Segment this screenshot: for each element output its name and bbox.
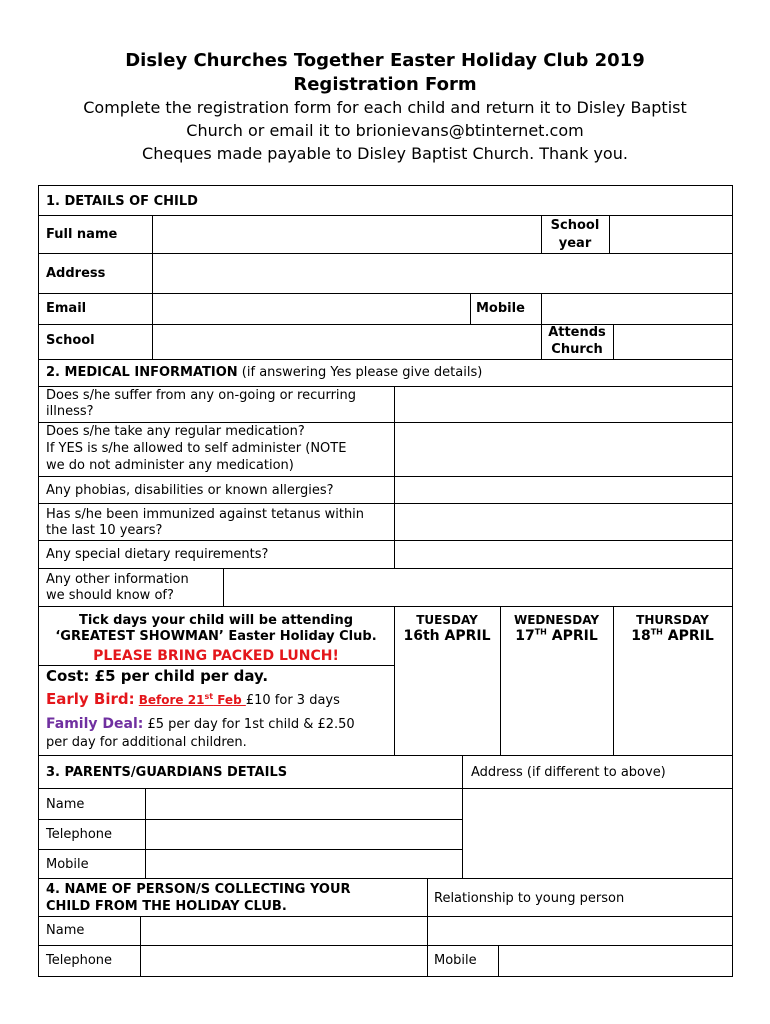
attends-church-field[interactable] xyxy=(614,325,732,359)
early-bird-price: £10 for 3 days xyxy=(245,693,340,708)
tick-days-line-2: ‘GREATEST SHOWMAN’ Easter Holiday Club. xyxy=(55,629,377,644)
attends-church-label-1: Attends xyxy=(548,325,606,340)
medical-q2-line-3: we do not administer any medication) xyxy=(46,458,294,473)
medical-q2-answer[interactable] xyxy=(395,423,732,476)
wednesday-date: 17TH APRIL xyxy=(515,627,598,644)
family-deal-text xyxy=(46,716,355,733)
medical-q4-line-1: Has s/he been immunized against tetanus within xyxy=(46,507,365,522)
parent-telephone-label: Telephone xyxy=(46,827,113,842)
tick-days-line-1: Tick days your child will be attending xyxy=(78,613,354,628)
medical-heading-text: 2. MEDICAL INFORMATION xyxy=(46,365,238,380)
relationship-field[interactable] xyxy=(428,879,732,916)
parent-address-field[interactable] xyxy=(463,789,732,878)
medical-q3: Any phobias, disabilities or known allergies? xyxy=(46,483,334,498)
tuesday-tick-box[interactable] xyxy=(395,650,500,755)
medical-q1-answer[interactable] xyxy=(395,387,732,422)
email-label: Email xyxy=(46,301,87,316)
child-mobile-label: Mobile xyxy=(476,301,525,316)
section-2-heading xyxy=(46,364,482,381)
school-field[interactable] xyxy=(153,325,541,359)
relationship-label: Relationship to young person xyxy=(434,891,625,906)
parent-mobile-label: Mobile xyxy=(46,857,89,872)
parent-mobile-field[interactable] xyxy=(146,850,462,878)
section-3-heading: 3. PARENTS/GUARDIANS DETAILS xyxy=(46,765,288,780)
thursday-date: 18TH APRIL xyxy=(631,627,714,644)
medical-q6-line-2: we should know of? xyxy=(46,588,174,603)
intro-line-1: Complete the registration form for each child and return it to Disley Baptist xyxy=(83,98,687,117)
section-4-heading-line-1: 4. NAME OF PERSON/S COLLECTING YOUR xyxy=(46,882,351,897)
parent-address-label: Address (if different to above) xyxy=(471,765,666,780)
cost-text: Cost: £5 per child per day. xyxy=(46,667,269,685)
early-bird-label: Early Bird: xyxy=(46,690,135,708)
medical-q6-answer[interactable] xyxy=(224,569,732,606)
medical-q2-line-2: If YES is s/he allowed to self administer (NOTE xyxy=(46,441,347,456)
parent-telephone-field[interactable] xyxy=(146,820,462,849)
child-mobile-field[interactable] xyxy=(542,294,732,324)
medical-q1-line-1: Does s/he suffer from any on-going or recurring xyxy=(46,388,357,403)
thursday-tick-box[interactable] xyxy=(614,650,732,755)
medical-q5-answer[interactable] xyxy=(395,541,732,568)
family-deal-price: £5 per day for 1st child & £2.50 xyxy=(143,717,355,732)
form-subtitle: Registration Form xyxy=(293,74,477,95)
tuesday-label: TUESDAY xyxy=(416,613,478,627)
address-field[interactable] xyxy=(153,254,732,293)
medical-q2-line-1: Does s/he take any regular medication? xyxy=(46,424,305,439)
wednesday-label: WEDNESDAY xyxy=(513,613,600,627)
medical-q4-answer[interactable] xyxy=(395,504,732,540)
section-4-heading-line-2: CHILD FROM THE HOLIDAY CLUB. xyxy=(46,899,287,914)
attends-church-label-2: Church xyxy=(551,342,603,357)
full-name-label: Full name xyxy=(46,227,118,242)
collector-mobile-label: Mobile xyxy=(434,953,477,968)
medical-heading-note: (if answering Yes please give details) xyxy=(241,365,483,380)
form-title: Disley Churches Together Easter Holiday Club 2019 xyxy=(125,50,645,71)
medical-q1-line-2: illness? xyxy=(46,404,94,419)
early-bird-text xyxy=(46,691,340,709)
parent-name-field[interactable] xyxy=(146,789,462,819)
collector-telephone-field[interactable] xyxy=(141,946,427,976)
full-name-field[interactable] xyxy=(153,216,540,253)
family-deal-label: Family Deal: xyxy=(46,716,144,732)
intro-line-2: Church or email it to brionievans@btinternet.com xyxy=(186,121,584,140)
wednesday-tick-box[interactable] xyxy=(501,650,613,755)
packed-lunch-notice: PLEASE BRING PACKED LUNCH! xyxy=(93,648,339,664)
collector-mobile-field[interactable] xyxy=(499,946,732,976)
medical-q3-answer[interactable] xyxy=(395,477,732,503)
early-bird-deadline: Before 21st Feb xyxy=(138,692,246,707)
section-1-heading: 1. DETAILS OF CHILD xyxy=(46,194,198,209)
medical-q6-line-1: Any other information xyxy=(46,572,189,587)
address-label: Address xyxy=(46,266,106,281)
collector-telephone-label: Telephone xyxy=(46,953,113,968)
school-year-label-2: year xyxy=(558,236,592,251)
school-label: School xyxy=(46,333,95,348)
collector-name-field[interactable] xyxy=(141,917,427,945)
family-deal-line-2: per day for additional children. xyxy=(46,735,247,750)
collector-name-field-2[interactable] xyxy=(428,917,732,945)
email-field[interactable] xyxy=(153,294,470,324)
school-year-field[interactable] xyxy=(610,216,732,253)
thursday-label: THURSDAY xyxy=(636,613,709,627)
school-year-label-1: School xyxy=(550,218,600,233)
medical-q4-line-2: the last 10 years? xyxy=(46,523,163,538)
collector-name-label: Name xyxy=(46,923,85,938)
intro-line-3: Cheques made payable to Disley Baptist Church. Thank you. xyxy=(142,144,628,163)
parent-name-label: Name xyxy=(46,797,85,812)
medical-q5: Any special dietary requirements? xyxy=(46,547,269,562)
tuesday-date: 16th APRIL xyxy=(403,628,491,644)
